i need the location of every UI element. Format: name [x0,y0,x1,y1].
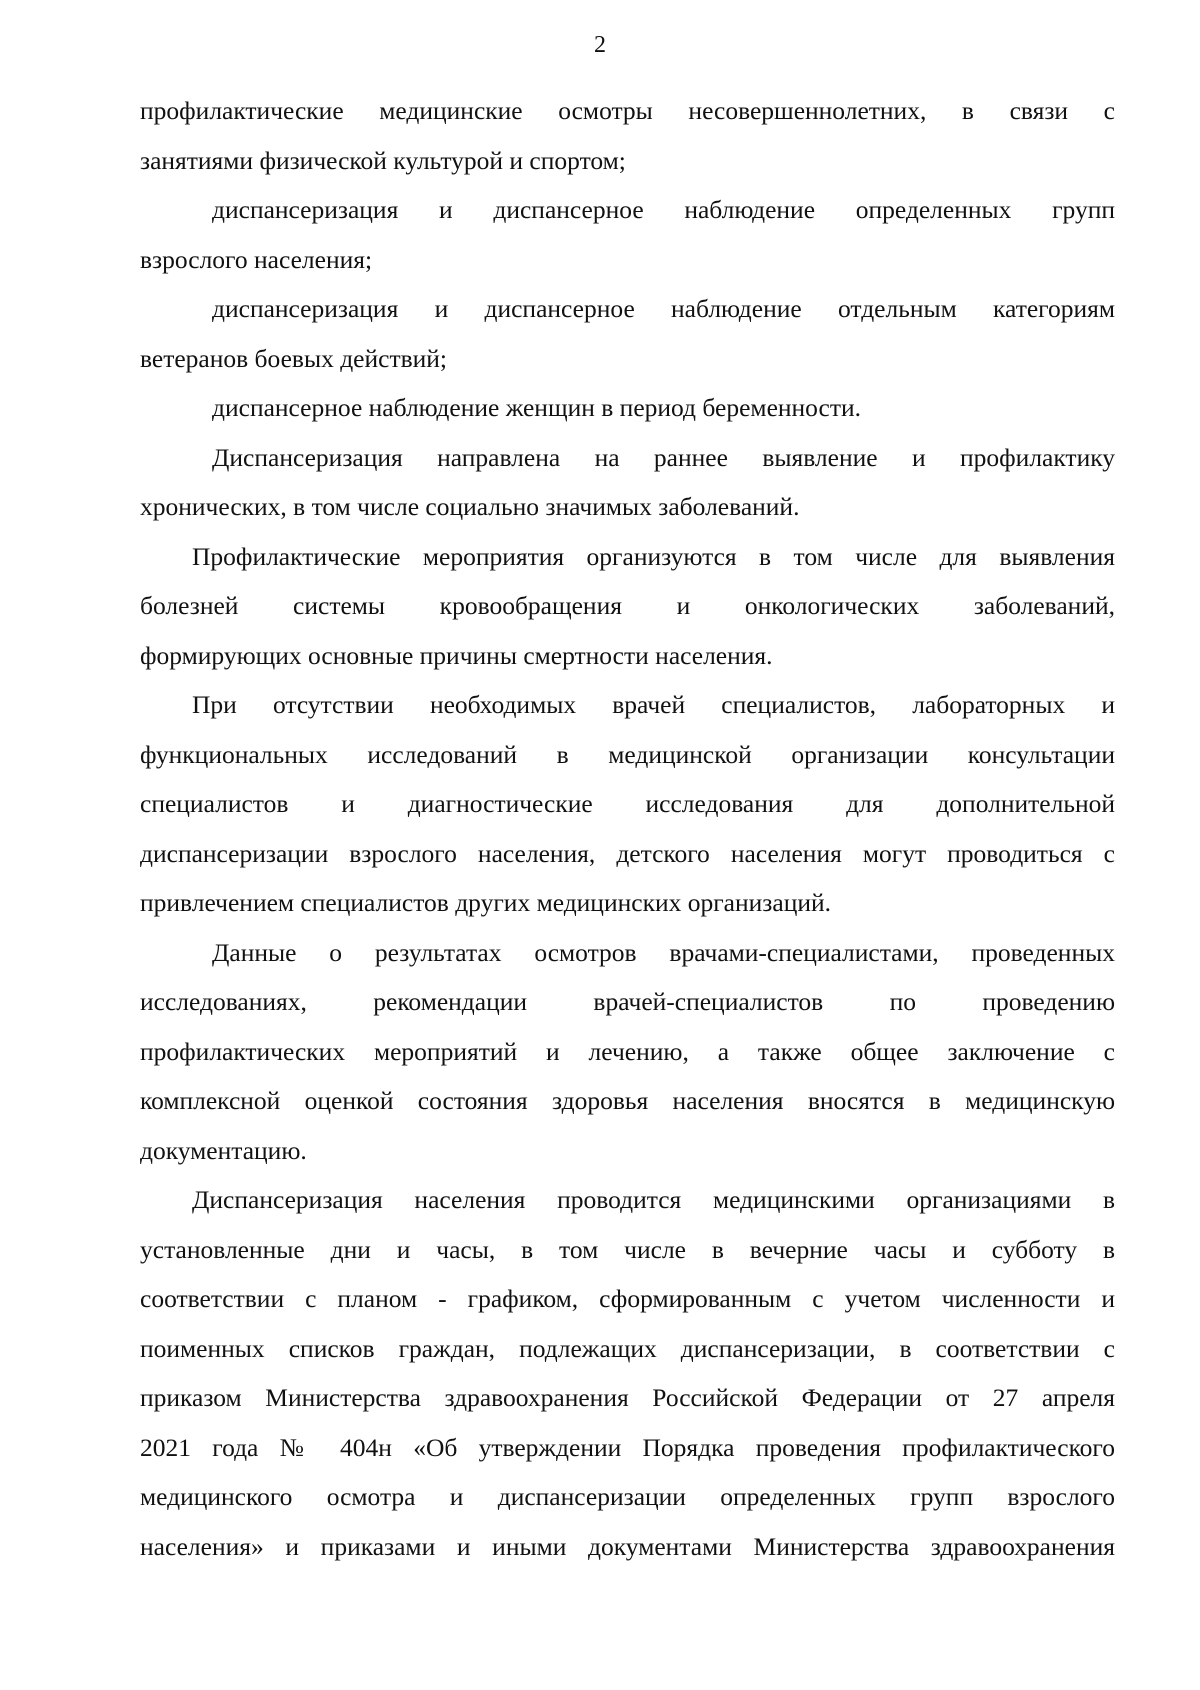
text-line: специалистов и диагностические исследования для дополнительной [140,789,1115,818]
text-line: поименных списков граждан, подлежащих диспансеризации, в соответствии с [140,1333,1115,1363]
text-line: функциональных исследований в медицинской организации консультации [140,739,1115,769]
text-line: диспансеризация и диспансерное наблюдение определенных групп [212,195,1115,224]
text-line: медицинского осмотра и диспансеризации определенных групп взрослого [140,1482,1115,1511]
text-line: установленные дни и часы, в том числе в вечерние часы и субботу в [140,1234,1115,1264]
text-line: приказом Министерства здравоохранения Российской Федерации от 27 апреля [140,1383,1115,1412]
text-line: населения» и приказами и иными документами Министерства здравоохранения [140,1531,1115,1561]
page-number: 2 [594,32,606,58]
text-line: диспансерное наблюдение женщин в период беременности. [212,393,862,422]
text-line: При отсутствии необходимых врачей специалистов, лабораторных и [192,690,1115,719]
text-line: хронических, в том числе социально значимых заболеваний. [140,492,800,521]
text-line: соответствии с планом - графиком, сформированным с учетом численности и [140,1284,1115,1313]
text-line: взрослого населения; [140,244,373,274]
text-line: профилактические медицинские осмотры несовершеннолетних, в связи с [140,96,1115,125]
text-line: исследованиях, рекомендации врачей-специалистов по проведению [140,987,1115,1016]
text-line: ветеранов боевых действий; [140,343,448,373]
text-line: занятиями физической культурой и спортом; [140,145,626,175]
text-line: диспансеризация и диспансерное наблюдение отдельным категориям [212,294,1115,323]
text-line: 2021 года № 404н «Об утверждении Порядка проведения профилактического [140,1432,1115,1462]
text-line: Диспансеризация населения проводится медицинскими организациями в [192,1185,1115,1214]
text-line: комплексной оценкой состояния здоровья населения вносятся в медицинскую [140,1086,1115,1115]
text-line: болезней системы кровообращения и онкологических заболеваний, [140,591,1115,620]
text-line: формирующих основные причины смертности населения. [140,640,773,670]
text-line: Профилактические мероприятия организуются в том числе для выявления [192,541,1115,571]
text-line: привлечением специалистов других медицинских организаций. [140,888,832,917]
text-line: диспансеризации взрослого населения, детского населения могут проводиться с [140,838,1115,868]
text-line: Диспансеризация направлена на раннее выявление и профилактику [212,442,1115,472]
document-body [140,86,1115,1571]
text-line: профилактических мероприятий и лечению, а также общее заключение с [140,1036,1115,1066]
text-line: документацию. [140,1135,307,1165]
text-line: Данные о результатах осмотров врачами-специалистами, проведенных [212,937,1115,967]
